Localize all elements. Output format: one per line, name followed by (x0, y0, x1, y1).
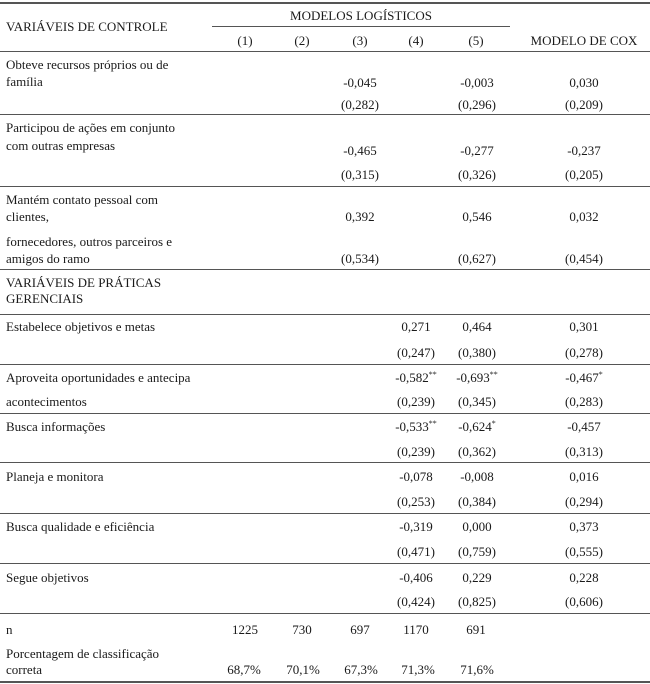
se-cell: (0,424) (397, 594, 435, 609)
header-model-5: (5) (468, 33, 484, 48)
pct-value: 71,6% (460, 662, 494, 677)
se-cell: (0,205) (565, 167, 603, 182)
coef-cell: 0,464 (462, 319, 492, 334)
coef-cell: 0,030 (569, 75, 599, 90)
coef-value: -0,467 (565, 370, 599, 385)
coef-cell: 0,271 (401, 319, 431, 334)
se-cell: (0,253) (397, 494, 435, 509)
row-rule (0, 186, 650, 187)
group-rule (212, 26, 510, 27)
coef-cell: -0,465 (343, 143, 377, 158)
pct-label: correta (6, 662, 43, 677)
significance-mark: ** (428, 370, 437, 379)
coef-cell (447, 370, 507, 385)
n-value: 730 (292, 622, 312, 637)
coef-value: -0,533 (395, 419, 429, 434)
coef-cell: -0,237 (567, 143, 601, 158)
row-label: Obteve recursos próprios ou de (6, 57, 169, 72)
top-rule (0, 2, 650, 4)
coef-cell: 0,229 (462, 570, 492, 585)
se-cell: (0,278) (565, 345, 603, 360)
section-label: GERENCIAIS (6, 291, 84, 306)
se-cell: (0,384) (458, 494, 496, 509)
n-value: 1170 (403, 622, 429, 637)
coef-cell (447, 419, 507, 434)
se-cell: (0,239) (397, 394, 435, 409)
row-rule (0, 462, 650, 463)
significance-mark: * (491, 419, 496, 428)
se-cell: (0,283) (565, 394, 603, 409)
row-label: clientes, (6, 209, 49, 224)
significance-mark: ** (428, 419, 437, 428)
coef-cell: 0,373 (569, 519, 599, 534)
header-row-label: VARIÁVEIS DE CONTROLE (6, 19, 168, 34)
row-label: com outras empresas (6, 138, 116, 153)
row-rule (0, 269, 650, 270)
pct-value: 70,1% (286, 662, 320, 677)
coef-cell: -0,457 (567, 419, 601, 434)
coef-cell: 0,546 (462, 209, 492, 224)
header-model-4: (4) (408, 33, 424, 48)
bottom-rule (0, 681, 650, 683)
row-label: Mantém contato pessoal com (6, 192, 158, 207)
se-cell: (0,209) (565, 97, 603, 112)
header-rule (0, 51, 650, 52)
se-cell: (0,282) (341, 97, 379, 112)
row-label: Busca informações (6, 419, 106, 434)
significance-mark: * (598, 370, 603, 379)
se-cell: (0,315) (341, 167, 379, 182)
row-label: Segue objetivos (6, 570, 89, 585)
row-rule (0, 314, 650, 315)
se-cell: (0,627) (458, 251, 496, 266)
row-rule (0, 364, 650, 365)
row-label: fornecedores, outros parceiros e (6, 234, 173, 249)
significance-mark: ** (489, 370, 498, 379)
se-cell: (0,326) (458, 167, 496, 182)
se-cell: (0,555) (565, 544, 603, 559)
row-rule (0, 613, 650, 614)
n-label: n (6, 622, 13, 637)
row-label: Participou de ações em conjunto (6, 120, 175, 135)
coef-cell (548, 370, 620, 385)
se-cell: (0,296) (458, 97, 496, 112)
section-label: VARIÁVEIS DE PRÁTICAS (6, 275, 162, 290)
coef-cell (386, 419, 446, 434)
coef-cell: -0,078 (399, 469, 433, 484)
se-cell: (0,825) (458, 594, 496, 609)
header-group-label: MODELOS LOGÍSTICOS (290, 8, 432, 23)
row-rule (0, 563, 650, 564)
se-cell: (0,471) (397, 544, 435, 559)
se-cell: (0,380) (458, 345, 496, 360)
coef-cell: -0,277 (460, 143, 494, 158)
row-rule (0, 513, 650, 514)
coef-cell: 0,016 (569, 469, 599, 484)
se-cell: (0,247) (397, 345, 435, 360)
row-rule (0, 413, 650, 414)
se-cell: (0,454) (565, 251, 603, 266)
row-label: acontecimentos (6, 394, 87, 409)
row-label: Estabelece objetivos e metas (6, 319, 156, 334)
se-cell: (0,313) (565, 444, 603, 459)
n-value: 1225 (232, 622, 258, 637)
row-label: Busca qualidade e eficiência (6, 519, 155, 534)
row-label: família (6, 74, 43, 89)
n-value: 691 (466, 622, 486, 637)
coef-cell (386, 370, 446, 385)
header-cox: MODELO DE COX (530, 33, 638, 48)
se-cell: (0,759) (458, 544, 496, 559)
se-cell: (0,534) (341, 251, 379, 266)
se-cell: (0,362) (458, 444, 496, 459)
coef-cell: 0,301 (569, 319, 599, 334)
coef-cell: 0,392 (345, 209, 375, 224)
coef-cell: -0,319 (399, 519, 433, 534)
se-cell: (0,345) (458, 394, 496, 409)
coef-cell: 0,228 (569, 570, 599, 585)
row-label: Aproveita oportunidades e antecipa (6, 370, 191, 385)
coef-cell: 0,032 (569, 209, 599, 224)
se-cell: (0,294) (565, 494, 603, 509)
coef-cell: -0,008 (460, 469, 494, 484)
pct-value: 67,3% (344, 662, 378, 677)
se-cell: (0,239) (397, 444, 435, 459)
header-model-1: (1) (237, 33, 253, 48)
header-model-2: (2) (294, 33, 310, 48)
se-cell: (0,606) (565, 594, 603, 609)
row-rule (0, 114, 650, 115)
row-label: amigos do ramo (6, 251, 90, 266)
coef-cell: -0,003 (460, 75, 494, 90)
coef-value: -0,582 (395, 370, 429, 385)
coef-cell: 0,000 (462, 519, 492, 534)
coef-cell: -0,406 (399, 570, 433, 585)
pct-value: 68,7% (227, 662, 261, 677)
pct-label: Porcentagem de classificação (6, 646, 160, 661)
header-model-3: (3) (352, 33, 368, 48)
coef-cell: -0,045 (343, 75, 377, 90)
pct-value: 71,3% (401, 662, 435, 677)
coef-value: -0,624 (458, 419, 492, 434)
coef-value: -0,693 (456, 370, 490, 385)
row-label: Planeja e monitora (6, 469, 104, 484)
n-value: 697 (350, 622, 370, 637)
